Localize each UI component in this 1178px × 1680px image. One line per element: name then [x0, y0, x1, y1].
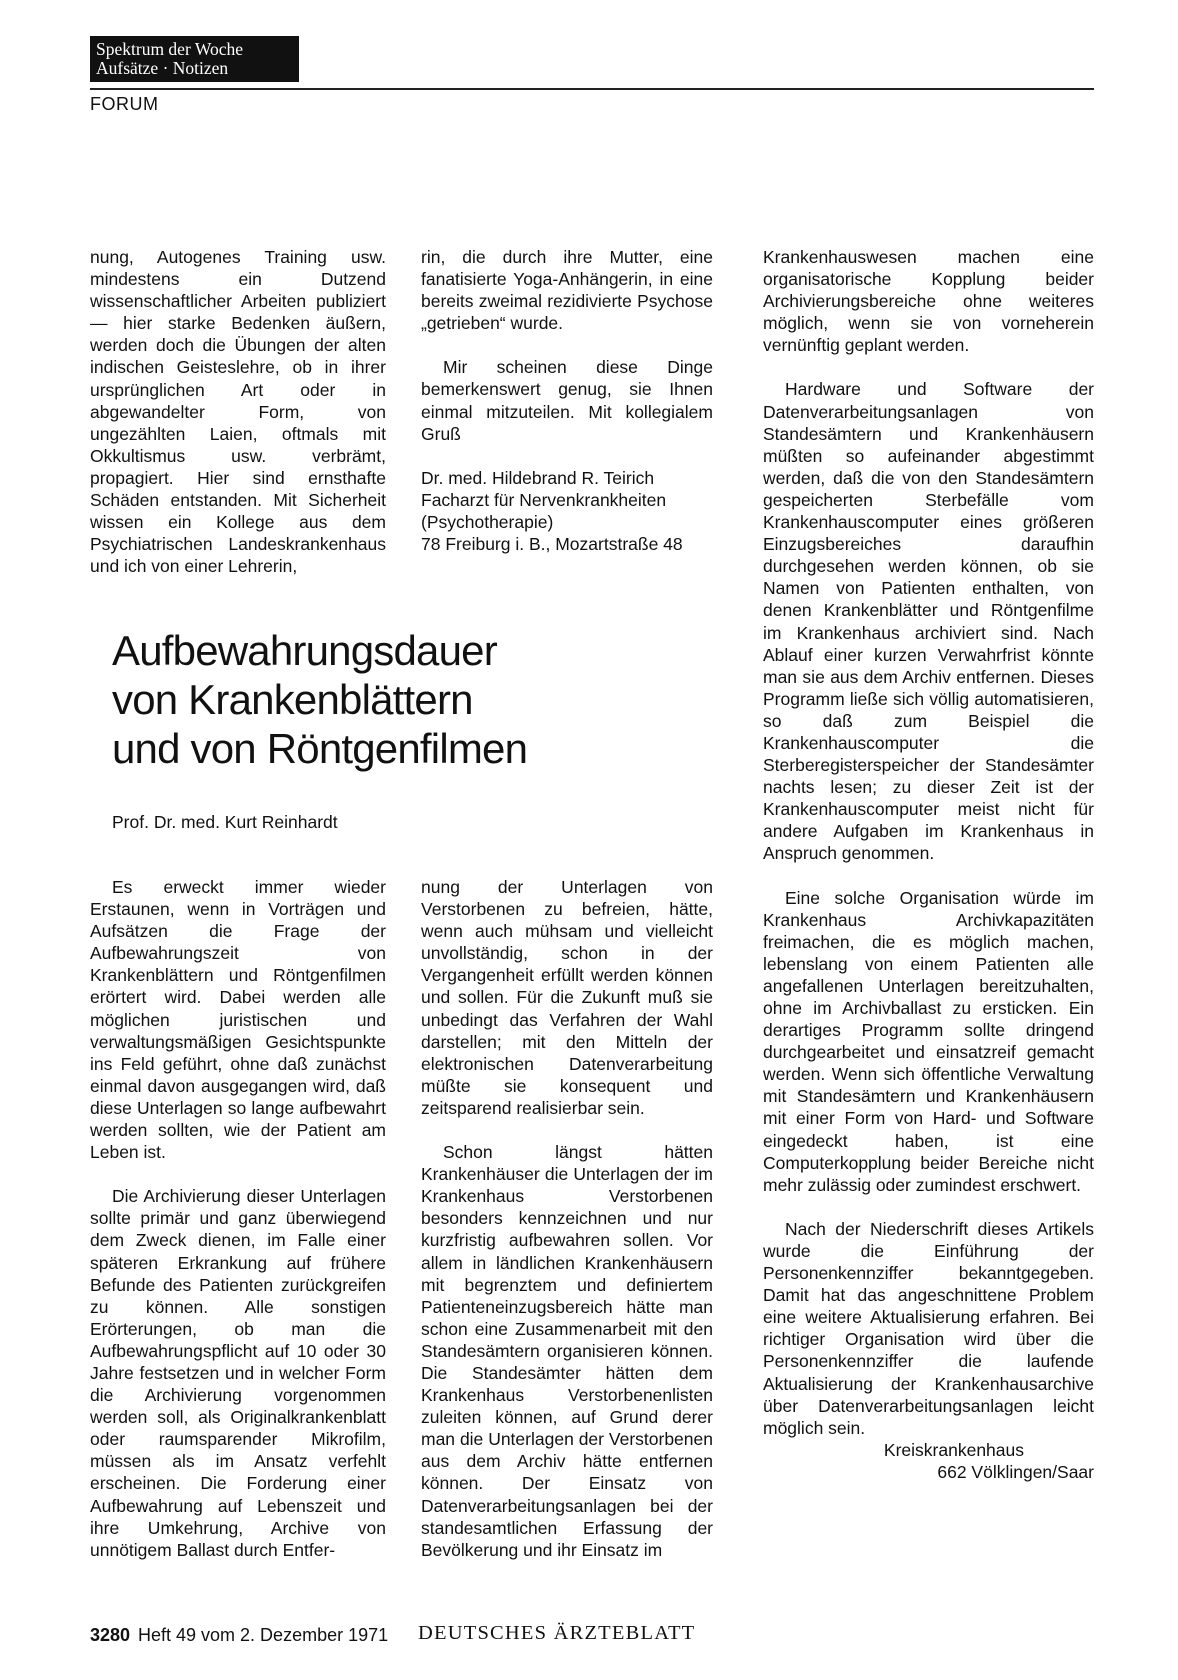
paragraph: Krankenhauswesen machen eine organisatorische Kopplung beider Archivierungsbereiche ohne weiteres möglich, wenn sie von vorneherein vernünftig geplant werden.	[763, 247, 1094, 356]
signature-title: Facharzt für Nervenkrankheiten	[421, 489, 667, 510]
badge-line-2: Aufsätze · Notizen	[96, 58, 229, 78]
title-line-2: von Krankenblättern	[112, 676, 473, 723]
magazine-name: DEUTSCHES ÄRZTEBLATT	[418, 1622, 696, 1644]
signature-specialty: (Psychotherapie)	[421, 511, 554, 532]
letter-greeting-paragraph: Mir scheinen diese Dinge bemerkenswert genug, sie Ihnen einmal mitzuteilen. Mit kollegialem Gruß	[421, 357, 713, 444]
issue-info: Heft 49 vom 2. Dezember 1971	[138, 1625, 389, 1645]
signature-address: 78 Freiburg i. B., Mozartstraße 48	[421, 534, 683, 555]
header-rule	[90, 88, 1094, 90]
paragraph: Schon längst hätten Krankenhäuser die Unterlagen der im Krankenhaus Verstorbenen besonders kennzeichnen und nur kurzfristig aufbewahren sollen. Vor allem in ländlichen Krankenhäusern mit begrenztem und definiertem Patienteneinzugsbereich hätte man schon eine Zusammenarbeit mit den Standesämtern organisieren können. Die Standesämter hätten dem Krankenhaus Verstorbenenlisten zuleiten können, auf Grund derer man die Unterlagen der Verstorbenen aus dem Archiv hätte entfernen können. Der Einsatz von Datenverarbeitungsanlagen bei der standesamtlichen Erfassung der Bevölkerung und ihr Einsatz im	[421, 1142, 713, 1560]
letter-closing-paragraph: rin, die durch ihre Mutter, eine fanatisierte Yoga-Anhängerin, in eine bereits zweimal rezidivierte Psychose „getrieben“ wurde.	[421, 247, 713, 334]
paragraph: nung der Unterlagen von Verstorbenen zu befreien, hätte, wenn auch mühsam und vielleicht unvollständig, schon in der Vergangenheit erfüllt werden können und sollen. Für die Zukunft muß sie unbedingt das Verfahren der Wahl darstellen; mit den Mitteln der elektronischen Datenverarbeitung müßte sie konsequent und zeitsparend realisierbar sein.	[421, 877, 713, 1118]
paragraph: Die Archivierung dieser Unterlagen sollte primär und ganz überwiegend dem Zweck dienen, im Falle einer späteren Erkrankung auf frühere Befunde des Patienten zurückgreifen zu können. Alle sonstigen Erörterungen, ob man die Aufbewahrungspflicht auf 10 oder 30 Jahre festsetzen und in welcher Form die Archivierung vorgenommen werden soll, als Originalkrankenblatt oder raumsparender Mikrofilm, müssen als im Ansatz verfehlt erscheinen. Die Forderung einer Aufbewahrung auf Lebenszeit und ihre Umkehrung, Archive von unnötigem Ballast durch Entfer-	[90, 1186, 386, 1560]
article-author: Prof. Dr. med. Kurt Reinhardt	[112, 812, 338, 832]
section-badge	[90, 36, 299, 82]
paragraph: Nach der Niederschrift dieses Artikels wurde die Einführung der Personenkennziffer bekanntgegeben. Damit hat das angeschnittene Problem eine weitere Aktualisierung erfahren. Bei richtiger Organisation wird über die Personenkennziffer die laufende Aktualisierung der Krankenhausarchive über Datenverarbeitungsanlagen leicht möglich sein.	[763, 1218, 1094, 1438]
top-column-2	[421, 246, 713, 555]
top-column-1	[90, 246, 386, 577]
signature-name: Dr. med. Hildebrand R. Teirich	[421, 467, 655, 488]
author-location: 662 Völklingen/Saar	[937, 1461, 1094, 1482]
article-column-2	[421, 876, 713, 1561]
paragraph: Hardware und Software der Datenverarbeitungsanlagen von Standesämtern und Krankenhäusern müßten so aufeinander abgestimmt werden, daß die von den Standesämtern gespeicherten Sterbefälle vom Krankenhauscomputer eines größeren Einzugsbereiches daraufhin durchgesehen werden können, ob sie Namen von Patienten enthalten, von denen Krankenblätter und Röntgenfilme im Krankenhaus archiviert sind. Nach Ablauf einer kurzen Verwahrfrist könnte man sie aus dem Archiv entfernen. Dieses Programm ließe sich völlig automatisieren, so daß zum Beispiel die Krankenhauscomputer die Sterberegisterspeicher der Standesämter nachts lesen; zu dieser Zeit ist der Krankenhauscomputer meist nicht für andere Aufgaben im Krankenhaus in Anspruch genommen.	[763, 379, 1094, 864]
article-title	[112, 626, 527, 773]
top-column-1-text: nung, Autogenes Training usw. mindestens ein Dutzend wissenschaftlicher Arbeiten publiziert — hier starke Bedenken äußern, werden doch die Übungen der alten indischen Geisteslehre, ob in ihrer ursprünglichen Art oder in abgewandelter Form, von ungezählten Laien, oftmals mit Okkultismus usw. verbrämt, propagiert. Hier sind ernsthafte Schäden entstanden. Mit Sicherheit wissen ein Kollege aus dem Psychiatrischen Landeskrankenhaus und ich von einer Lehrerin,	[90, 247, 386, 577]
paragraph: Es erweckt immer wieder Erstaunen, wenn in Vorträgen und Aufsätzen die Frage der Aufbewahrungszeit von Krankenblättern und Röntgenfilmen erörtert wird. Dabei werden alle möglichen juristischen und verwaltungsmäßigen Gesichtspunkte ins Feld geführt, ohne daß zunächst einmal davon ausgegangen wird, daß diese Unterlagen so lange aufbewahrt werden sollten, wie der Patient am Leben ist.	[90, 877, 386, 1163]
paragraph: Eine solche Organisation würde im Krankenhaus Archivkapazitäten freimachen, die es möglich machen, lebenslang von einem Patienten alle angefallenen Unterlagen bereitzuhalten, ohne im Archivballast zu ersticken. Ein derartiges Programm sollte dringend durchgearbeitet und einsatzreif gemacht werden. Wenn sich öffentliche Verwaltung mit Standesämtern und Krankenhäusern mit einer Form von Hard- und Software eingedeckt haben, ist eine Computerkopplung beider Bereiche nicht mehr zulässig oder zumindest erschwert.	[763, 887, 1094, 1195]
page-number: 3280	[90, 1625, 131, 1645]
title-line-3: und von Röntgenfilmen	[112, 725, 528, 772]
author-affiliation: Kreiskrankenhaus	[883, 1439, 1024, 1460]
article-column-1	[90, 876, 386, 1561]
badge-line-1: Spektrum der Woche	[96, 39, 243, 59]
title-line-1: Aufbewahrungsdauer	[112, 627, 497, 674]
section-label: FORUM	[90, 94, 159, 114]
article-column-3	[763, 246, 1094, 1483]
